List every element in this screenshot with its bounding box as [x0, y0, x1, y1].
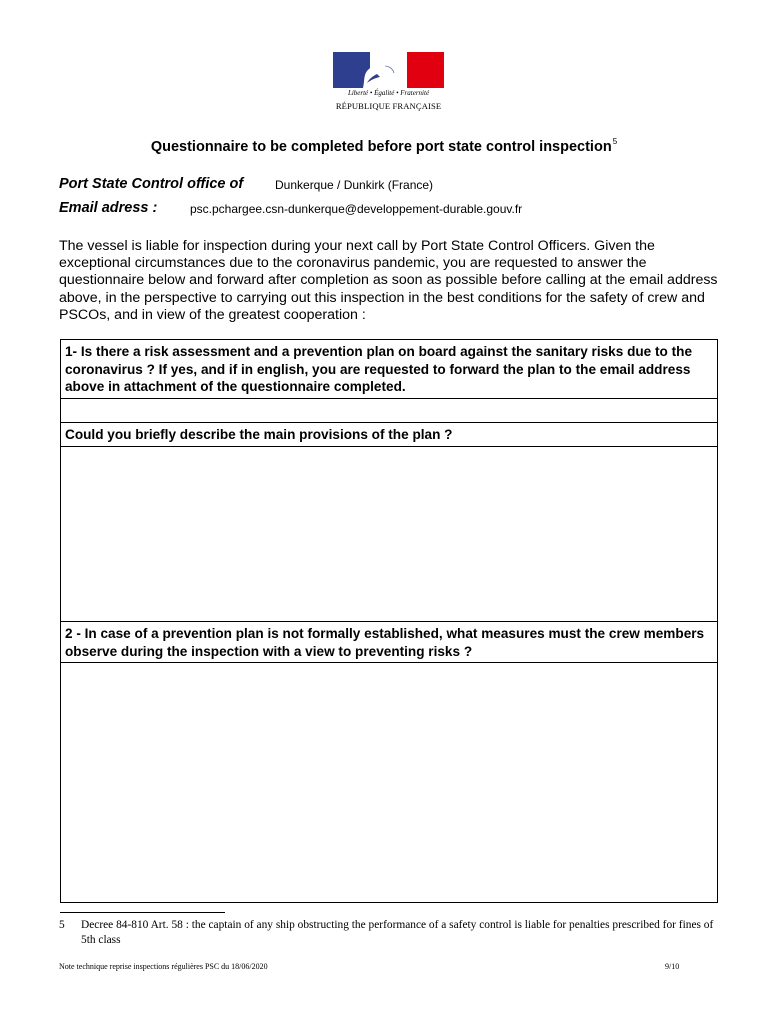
- office-label: Port State Control office of: [59, 176, 244, 192]
- question-1b-text: Could you briefly describe the main provisions of the plan ?: [65, 427, 453, 442]
- question-1-row: [61, 340, 717, 399]
- republique-francaise-text: RÉPUBLIQUE FRANÇAISE: [335, 101, 442, 111]
- footnote-number: 5: [59, 919, 65, 931]
- page-title: [0, 132, 768, 157]
- question-2-answer-text: [61, 663, 717, 666]
- question-2-text: 2 - In case of a prevention plan is not formally established, what measures must the crew members observe during the inspection with a view to preventing risks ?: [65, 626, 705, 659]
- questionnaire-table: [60, 339, 718, 903]
- office-value: Dunkerque / Dunkirk (France): [275, 178, 434, 192]
- marianne-flag-icon: [333, 52, 444, 88]
- question-1-answer-text: [61, 399, 717, 402]
- footnote-text: Decree 84-810 Art. 58 : the captain of any ship obstructing the performance of a safety control is liable for penalties prescribed for fines of 5th class: [81, 919, 714, 946]
- title-footnote-ref: 5: [612, 137, 618, 146]
- question-1-text: 1- Is there a risk assessment and a prevention plan on board against the sanitary risks due to the coronavirus ? If yes, and if in english, you are requested to forward the plan to the email address above in attachment of the questionnaire completed.: [65, 344, 693, 394]
- republique-francaise-logo: [333, 52, 444, 116]
- email-label: Email adress :: [59, 200, 158, 216]
- intro-paragraph: The vessel is liable for inspection during your next call by Port State Control Officers. Given the exceptional circumstances due to the coronavirus pandemic, you are requested to answer the questionnaire below and forward after completion as soon as possible before calling at the email address above, in the perspective to carrying out this inspection in the best conditions for the safety of crew and PSCOs, and in view of the greatest cooperation :: [59, 238, 718, 323]
- question-2-answer-field[interactable]: [61, 663, 717, 902]
- question-1b-answer-field[interactable]: [61, 447, 717, 622]
- footnote-divider: [60, 912, 225, 913]
- motto-text: Liberté • Égalité • Fraternité: [347, 89, 430, 97]
- email-value: psc.pchargee.csn-dunkerque@developpement-durable.gouv.fr: [190, 202, 523, 216]
- title-text: Questionnaire to be completed before port state control inspection: [150, 139, 612, 155]
- question-1b-answer-text: [61, 447, 717, 450]
- question-2-row: [61, 622, 717, 663]
- page-number: 9/10: [665, 962, 680, 971]
- question-1-answer-field[interactable]: [61, 399, 717, 423]
- question-1b-row: [61, 423, 717, 447]
- page-footer-note: Note technique reprise inspections régulières PSC du 18/06/2020: [59, 962, 268, 971]
